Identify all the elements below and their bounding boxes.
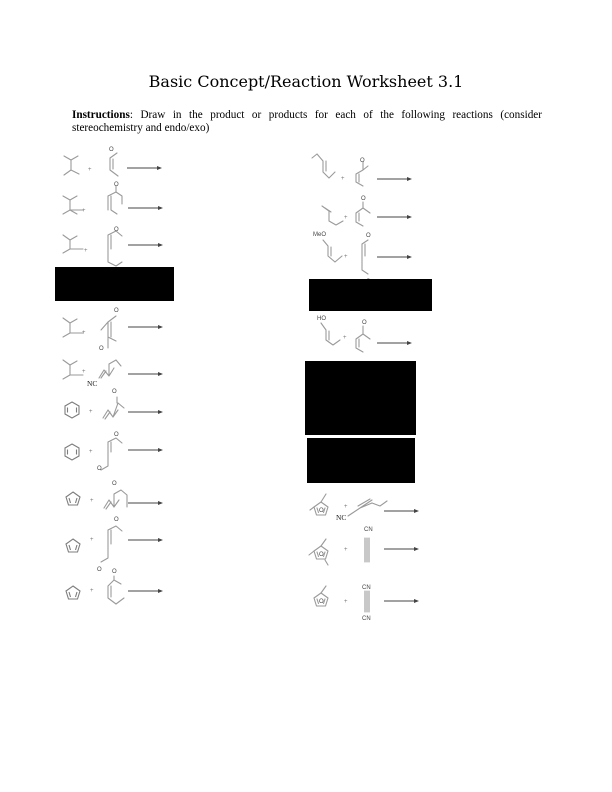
- reaction-arrow: [128, 372, 163, 376]
- plus-sign: +: [82, 208, 86, 214]
- plus-sign: +: [341, 176, 345, 182]
- cyclopentadiene-ring: [66, 539, 80, 552]
- instructions-label: Instructions: [72, 109, 130, 121]
- atom-label: O: [319, 508, 324, 514]
- atom-label: O: [319, 552, 324, 558]
- plus-sign: +: [89, 449, 93, 455]
- plus-sign: +: [84, 248, 88, 254]
- cyclopentadiene-ring: [66, 492, 80, 505]
- atom-label: O: [114, 432, 119, 438]
- reaction-arrow: [377, 255, 412, 259]
- atom-label: HO: [317, 316, 326, 322]
- reaction-3: [63, 227, 163, 266]
- bond-lines: [63, 318, 83, 337]
- bond-lines: [365, 538, 369, 562]
- bond-lines: [321, 586, 326, 593]
- atom-label: O: [114, 308, 119, 314]
- atom-label: O: [362, 320, 367, 326]
- reaction-10: [66, 569, 163, 604]
- plus-sign: +: [89, 409, 93, 415]
- redaction-box: [309, 279, 432, 311]
- bond-lines: [321, 323, 340, 345]
- reaction-arrow: [128, 501, 163, 505]
- reaction-arrow: [377, 177, 412, 181]
- bond-lines: [356, 202, 370, 226]
- reaction-arrow: [128, 325, 163, 329]
- page-title: Basic Concept/Reaction Worksheet 3.1: [148, 72, 464, 91]
- bond-lines: [63, 360, 83, 379]
- atom-label: O: [114, 517, 119, 523]
- atom-label: O: [114, 227, 119, 233]
- plus-sign: +: [88, 167, 92, 173]
- bond-lines: [322, 206, 343, 225]
- bond-lines: [63, 196, 83, 214]
- redaction-box: [55, 267, 174, 301]
- redaction-box: [307, 438, 415, 483]
- atom-label: O: [319, 599, 324, 605]
- atom-label: O: [109, 147, 114, 153]
- benzene-ring: [65, 402, 79, 418]
- atom-label: CN: [362, 616, 371, 622]
- plus-sign: +: [82, 330, 86, 336]
- plus-sign: +: [344, 215, 348, 221]
- reaction-arrow: [128, 410, 163, 414]
- bond-lines: [108, 576, 124, 604]
- bond-lines: [312, 154, 335, 178]
- atom-label: O: [97, 466, 102, 472]
- reaction-9: [66, 517, 163, 573]
- atom-label: NC: [336, 513, 347, 522]
- reaction-14: [317, 316, 412, 352]
- bond-lines: [356, 326, 370, 352]
- plus-sign: +: [90, 498, 94, 504]
- reaction-15: [310, 494, 419, 522]
- plus-sign: +: [90, 537, 94, 543]
- atom-label: O: [112, 389, 117, 395]
- reaction-arrow: [384, 509, 419, 513]
- plus-sign: +: [343, 335, 347, 341]
- plus-sign: +: [344, 254, 348, 260]
- reaction-arrow: [128, 206, 163, 210]
- bond-lines: [101, 438, 122, 470]
- atom-label: MeO: [313, 232, 327, 238]
- reaction-arrow: [377, 215, 412, 219]
- atom-label: NC: [87, 379, 98, 388]
- atom-label: O: [112, 569, 117, 575]
- bond-lines: [110, 153, 118, 176]
- bond-lines: [356, 162, 368, 186]
- benzene-ring: [65, 444, 79, 460]
- bond-lines: [372, 501, 387, 506]
- reaction-arrow: [377, 341, 412, 345]
- atom-label: O: [97, 567, 102, 573]
- atom-label: CN: [364, 527, 373, 533]
- atom-label: O: [361, 196, 366, 202]
- reaction-1: [64, 147, 162, 176]
- bond-lines: [108, 192, 122, 214]
- reaction-arrow: [384, 547, 419, 551]
- plus-sign: +: [344, 599, 348, 605]
- bond-lines: [104, 490, 127, 509]
- bond-lines: [108, 231, 122, 266]
- bond-lines: [101, 526, 122, 562]
- reaction-12: [322, 196, 412, 226]
- plus-sign: +: [82, 369, 86, 375]
- reaction-17: [314, 585, 419, 622]
- bond-lines: [362, 240, 368, 274]
- instructions-text: : Draw in the product or products for each of the following reactions (consider stereochemistry and endo/exo): [72, 109, 542, 134]
- atom-label: O: [366, 233, 371, 239]
- bond-lines: [365, 591, 369, 612]
- bond-lines: [64, 156, 79, 175]
- bond-lines: [99, 360, 121, 378]
- redaction-box: [305, 361, 416, 435]
- cyclopentadiene-ring: [66, 586, 80, 599]
- bond-lines: [323, 240, 342, 262]
- reaction-11: [312, 154, 412, 186]
- reaction-8: [66, 481, 163, 509]
- reaction-13: [313, 232, 412, 285]
- reaction-arrow: [128, 589, 163, 593]
- reaction-arrow: [128, 538, 163, 542]
- reaction-arrow: [128, 448, 163, 452]
- reaction-4: [63, 308, 163, 352]
- atom-label: O: [360, 158, 365, 164]
- plus-sign: +: [344, 504, 348, 510]
- plus-sign: +: [344, 547, 348, 553]
- reaction-6: [65, 389, 163, 419]
- atom-label: CN: [362, 585, 371, 591]
- reaction-16: [309, 527, 419, 565]
- bond-lines: [63, 235, 83, 253]
- atom-label: O: [99, 346, 104, 352]
- atom-label: O: [114, 182, 119, 188]
- bond-lines: [101, 316, 116, 348]
- atom-label: O: [112, 481, 117, 487]
- reaction-7: [65, 432, 163, 472]
- bond-lines: [348, 499, 372, 516]
- reaction-arrow: [127, 166, 162, 170]
- reaction-2: [63, 182, 163, 214]
- bond-lines: [103, 397, 124, 419]
- reaction-arrow: [128, 243, 163, 247]
- reaction-5: [63, 360, 163, 388]
- reaction-arrow: [384, 599, 419, 603]
- plus-sign: +: [90, 588, 94, 594]
